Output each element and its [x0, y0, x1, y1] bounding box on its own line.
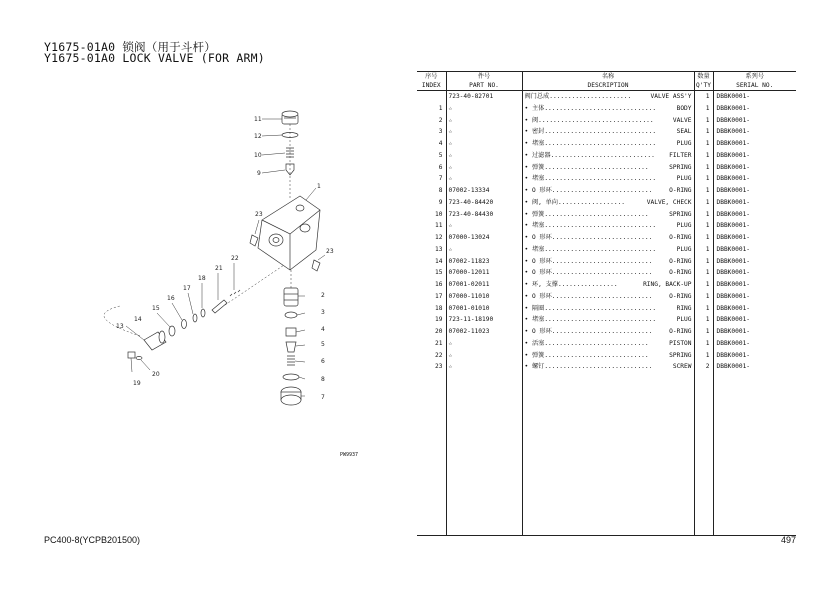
row-part-number: 723-40-84420 — [446, 197, 522, 209]
row-description — [522, 244, 694, 256]
row-part-number: 07001-02011 — [446, 279, 522, 291]
callout-1: 1 — [317, 183, 321, 190]
table-row — [417, 126, 796, 138]
row-description-en: SPRING — [669, 210, 692, 218]
row-description-en: SPRING — [669, 351, 692, 359]
row-description-cn: • 环, 支撑................ — [524, 281, 618, 288]
table-row — [417, 279, 796, 291]
row-description — [522, 162, 694, 174]
header-index-cn: 序号 — [417, 72, 446, 82]
row-description-en: FILTER — [669, 151, 692, 159]
row-part-number: 07002-13334 — [446, 185, 522, 197]
row-part-number: ☆ — [446, 350, 522, 362]
part-22-spring — [230, 290, 240, 296]
callout-12: 12 — [254, 133, 262, 140]
table-filler-row — [417, 373, 796, 536]
row-index: 2 — [417, 115, 446, 127]
parts-table-body — [417, 91, 796, 536]
row-description-en: PLUG — [676, 316, 692, 324]
row-part-number: 07002-11023 — [446, 326, 522, 338]
callout-18: 18 — [198, 275, 206, 282]
row-part-number: ☆ — [446, 138, 522, 150]
callout-23-left: 23 — [255, 211, 263, 218]
header-qty-cn: 数量 — [694, 72, 713, 82]
row-part-number: ☆ — [446, 103, 522, 115]
row-index: 22 — [417, 350, 446, 362]
row-quantity: 1 — [694, 303, 713, 315]
exploded-parts-diagram — [100, 100, 370, 420]
row-serial: DBBK0001- — [716, 104, 751, 112]
table-row — [417, 350, 796, 362]
callout-4: 4 — [321, 326, 325, 333]
row-serial: DBBK0001- — [716, 210, 751, 218]
row-index: 14 — [417, 256, 446, 268]
part-15-oring — [169, 326, 175, 336]
row-description — [522, 115, 694, 127]
row-index: 15 — [417, 267, 446, 279]
row-serial: DBBK0001- — [716, 339, 751, 347]
row-serial: DBBK0001- — [716, 128, 751, 136]
row-quantity: 1 — [694, 232, 713, 244]
row-index: 5 — [417, 150, 446, 162]
row-description-cn: • 弹簧............................ — [524, 210, 649, 218]
part-20-oring — [136, 357, 142, 360]
row-part-number: 07001-01010 — [446, 303, 522, 315]
row-part-number: ☆ — [446, 173, 522, 185]
row-description-en: O-RING — [669, 257, 692, 265]
model-footer: PC400-8(YCPB201500) — [44, 535, 141, 545]
table-row — [417, 185, 796, 197]
table-row — [417, 244, 796, 256]
row-index: 18 — [417, 303, 446, 315]
row-part-number: 07000-11010 — [446, 291, 522, 303]
row-description-en: PLUG — [676, 245, 692, 253]
row-serial: DBBK0001- — [716, 175, 751, 183]
row-description — [522, 173, 694, 185]
row-description — [522, 126, 694, 138]
row-description — [522, 209, 694, 221]
row-description-en: O-RING — [669, 292, 692, 300]
part-6-spring — [287, 356, 295, 365]
row-description — [522, 303, 694, 315]
row-serial: DBBK0001- — [716, 257, 751, 265]
row-description-en: PLUG — [676, 222, 692, 230]
callout-20: 20 — [152, 371, 160, 378]
row-serial: DBBK0001- — [716, 116, 751, 124]
part-23-screw-left — [250, 235, 258, 246]
row-part-number: 723-11-18190 — [446, 314, 522, 326]
header-index-en: INDEX — [417, 82, 446, 91]
header-part-en: PART NO. — [446, 82, 522, 91]
row-description — [522, 220, 694, 232]
row-index: 4 — [417, 138, 446, 150]
row-description-cn: • 过滤器............................ — [524, 151, 655, 159]
row-part-number: ☆ — [446, 361, 522, 373]
row-serial: DBBK0001- — [716, 163, 751, 171]
row-serial: DBBK0001- — [716, 363, 751, 371]
callout-21: 21 — [215, 265, 223, 272]
part-18-ring — [201, 309, 205, 317]
row-index: 23 — [417, 361, 446, 373]
table-row — [417, 150, 796, 162]
row-description-en: O-RING — [669, 234, 692, 241]
table-row — [417, 338, 796, 350]
part-19-plug — [128, 352, 135, 358]
row-quantity: 1 — [694, 326, 713, 338]
row-index: 11 — [417, 220, 446, 232]
row-description-en: PLUG — [676, 140, 692, 147]
row-part-number: 07002-11823 — [446, 256, 522, 268]
row-description-cn: • 弹簧............................ — [524, 351, 649, 359]
callout-3: 3 — [321, 309, 325, 316]
row-quantity: 1 — [694, 91, 713, 103]
callout-19: 19 — [133, 380, 141, 387]
callout-17: 17 — [183, 285, 191, 292]
row-part-number: 723-40-82701 — [446, 91, 522, 103]
row-index: 9 — [417, 197, 446, 209]
part-11-plug — [282, 111, 298, 124]
callout-14: 14 — [134, 316, 142, 323]
row-quantity: 1 — [694, 138, 713, 150]
row-serial: DBBK0001- — [716, 187, 751, 194]
row-part-number: ☆ — [446, 150, 522, 162]
row-description — [522, 185, 694, 197]
row-description-en: O-RING — [669, 328, 692, 335]
row-description-en: O-RING — [669, 269, 692, 277]
row-description-cn: • O 形环........................... — [524, 257, 653, 265]
table-row — [417, 209, 796, 221]
row-index: 10 — [417, 209, 446, 221]
row-quantity: 1 — [694, 185, 713, 197]
row-index: 19 — [417, 314, 446, 326]
parts-table — [417, 71, 796, 536]
row-description-en: PISTON — [669, 339, 692, 347]
row-part-number: ☆ — [446, 220, 522, 232]
row-description-cn: • O 形环........................... — [524, 234, 653, 241]
row-description-cn: • 隔圈.............................. — [524, 304, 657, 312]
row-description-cn: • 堵塞.............................. — [524, 245, 657, 253]
row-serial: DBBK0001- — [716, 222, 751, 230]
row-description — [522, 361, 694, 373]
row-quantity: 1 — [694, 350, 713, 362]
table-row — [417, 91, 796, 103]
row-description-cn: • O 形环........................... — [524, 292, 653, 300]
part-2-valve — [284, 288, 298, 306]
row-index: 16 — [417, 279, 446, 291]
header-qty-en: Q'TY — [694, 82, 713, 91]
table-row — [417, 115, 796, 127]
row-description — [522, 91, 694, 103]
row-part-number: 07000-12011 — [446, 267, 522, 279]
page-title-en: Y1675-01A0 LOCK VALVE (FOR ARM) — [44, 51, 265, 65]
row-quantity: 2 — [694, 361, 713, 373]
part-3-seal — [285, 312, 297, 318]
part-7-plug — [281, 387, 301, 405]
row-quantity: 1 — [694, 314, 713, 326]
row-index: 6 — [417, 162, 446, 174]
row-part-number: 723-40-84430 — [446, 209, 522, 221]
row-serial: DBBK0001- — [716, 234, 751, 241]
row-quantity: 1 — [694, 115, 713, 127]
row-part-number: ☆ — [446, 338, 522, 350]
table-header-en — [417, 82, 796, 91]
row-description — [522, 256, 694, 268]
row-serial: DBBK0001- — [716, 304, 751, 312]
callout-5: 5 — [321, 341, 325, 348]
row-description-en: O-RING — [669, 187, 692, 194]
callout-2: 2 — [321, 292, 325, 299]
part-17-oring — [193, 314, 197, 322]
row-quantity: 1 — [694, 291, 713, 303]
callout-22: 22 — [231, 255, 239, 262]
table-row — [417, 256, 796, 268]
part-1-body — [258, 196, 320, 270]
row-index: 13 — [417, 244, 446, 256]
row-description-en: SEAL — [676, 128, 692, 136]
table-row — [417, 232, 796, 244]
table-row — [417, 361, 796, 373]
row-description-cn: • 密封.............................. — [524, 128, 657, 136]
page-title-cn: Y1675-01A0 锁阀（用于斗杆） — [44, 40, 216, 54]
row-quantity: 1 — [694, 338, 713, 350]
row-description — [522, 232, 694, 244]
row-description-cn: 阀门总成...................... — [524, 93, 632, 100]
row-description — [522, 314, 694, 326]
row-index: 7 — [417, 173, 446, 185]
row-description-en: BODY — [676, 104, 692, 112]
row-index: 20 — [417, 326, 446, 338]
row-serial: DBBK0001- — [716, 198, 751, 206]
row-description-cn: • 弹簧............................ — [524, 163, 649, 171]
row-description-en: SPRING — [669, 163, 692, 171]
table-row — [417, 138, 796, 150]
row-part-number: ☆ — [446, 162, 522, 174]
table-row — [417, 314, 796, 326]
row-index: 17 — [417, 291, 446, 303]
row-description-cn: • 堵塞.............................. — [524, 175, 657, 183]
row-description-cn: • 螺钉............................. — [524, 363, 653, 371]
row-description — [522, 197, 694, 209]
row-description-cn: • 主体.............................. — [524, 104, 657, 112]
row-part-number: 07000-13024 — [446, 232, 522, 244]
table-row — [417, 162, 796, 174]
row-description-en: RING, BACK-UP — [643, 281, 692, 288]
row-description-en: RING — [676, 304, 692, 312]
row-quantity: 1 — [694, 103, 713, 115]
row-description-cn: • 活塞............................ — [524, 339, 649, 347]
row-serial: DBBK0001- — [716, 269, 751, 277]
row-quantity: 1 — [694, 197, 713, 209]
row-index — [417, 91, 446, 103]
row-index: 8 — [417, 185, 446, 197]
row-serial: DBBK0001- — [716, 292, 751, 300]
row-description-cn: • O 形环........................... — [524, 187, 653, 194]
table-row — [417, 103, 796, 115]
row-description-cn: • O 形环........................... — [524, 328, 653, 335]
row-part-number: ☆ — [446, 244, 522, 256]
row-index: 12 — [417, 232, 446, 244]
row-description — [522, 326, 694, 338]
callout-7: 7 — [321, 394, 325, 401]
row-description-cn: • 堵塞.............................. — [524, 140, 657, 147]
row-description — [522, 138, 694, 150]
row-description — [522, 150, 694, 162]
header-serial-en: SERIAL NO. — [713, 82, 796, 91]
table-header-cn — [417, 72, 796, 82]
row-serial: DBBK0001- — [716, 281, 751, 288]
callout-15: 15 — [152, 305, 160, 312]
part-13-plug — [144, 331, 166, 350]
page-number: 497 — [780, 535, 796, 545]
row-serial: DBBK0001- — [716, 351, 751, 359]
row-quantity: 1 — [694, 126, 713, 138]
row-serial: DBBK0001- — [716, 140, 751, 147]
callout-6: 6 — [321, 358, 325, 365]
row-index: 21 — [417, 338, 446, 350]
part-16-backup-ring — [182, 320, 187, 329]
row-index: 3 — [417, 126, 446, 138]
callout-13: 13 — [116, 323, 124, 330]
part-5-filter — [286, 342, 296, 352]
row-serial: DBBK0001- — [716, 328, 751, 335]
row-quantity: 1 — [694, 267, 713, 279]
callout-16: 16 — [167, 295, 175, 302]
callout-10: 10 — [254, 152, 262, 159]
row-description — [522, 279, 694, 291]
row-index: 1 — [417, 103, 446, 115]
row-serial: DBBK0001- — [716, 316, 751, 324]
row-description-cn: • 堵塞.............................. — [524, 316, 657, 324]
row-description-en: VALVE, CHECK — [646, 198, 692, 206]
row-quantity: 1 — [694, 220, 713, 232]
part-4-plug — [286, 328, 296, 336]
row-quantity: 1 — [694, 150, 713, 162]
row-description-en: PLUG — [676, 175, 692, 183]
row-serial: DBBK0001- — [716, 93, 751, 100]
row-description — [522, 267, 694, 279]
callout-23-right: 23 — [326, 248, 334, 255]
table-row — [417, 267, 796, 279]
figure-code: PW9937 — [340, 452, 359, 458]
row-quantity: 1 — [694, 256, 713, 268]
row-part-number: ☆ — [446, 115, 522, 127]
header-part-cn: 件号 — [446, 72, 522, 82]
row-description-en: VALVE ASS'Y — [650, 93, 692, 100]
row-description-cn: • O 形环........................... — [524, 269, 653, 277]
row-quantity: 1 — [694, 173, 713, 185]
table-row — [417, 220, 796, 232]
table-row — [417, 303, 796, 315]
row-description-cn: • 阀, 单向.................. — [524, 198, 626, 206]
row-description-en: VALVE — [672, 116, 692, 124]
row-part-number: ☆ — [446, 126, 522, 138]
header-desc-en: DESCRIPTION — [522, 82, 694, 91]
header-desc-cn: 名称 — [522, 72, 694, 82]
table-row — [417, 326, 796, 338]
row-serial: DBBK0001- — [716, 151, 751, 159]
callout-8: 8 — [321, 376, 325, 383]
row-description-cn: • 堵塞.............................. — [524, 222, 657, 230]
part-23-screw-right — [312, 260, 320, 271]
table-row — [417, 291, 796, 303]
callout-11: 11 — [254, 116, 262, 123]
row-serial: DBBK0001- — [716, 245, 751, 253]
callout-9: 9 — [257, 170, 261, 177]
row-description — [522, 350, 694, 362]
row-description-cn: • 阀............................... — [524, 116, 654, 124]
header-serial-cn: 系列号 — [713, 72, 796, 82]
row-description — [522, 338, 694, 350]
row-description — [522, 291, 694, 303]
row-description-en: SCREW — [672, 363, 692, 371]
part-21-piston — [212, 300, 227, 313]
row-description — [522, 103, 694, 115]
row-quantity: 1 — [694, 162, 713, 174]
part-8-oring — [283, 374, 299, 380]
row-quantity: 1 — [694, 279, 713, 291]
row-quantity: 1 — [694, 244, 713, 256]
table-row — [417, 173, 796, 185]
table-row — [417, 197, 796, 209]
row-quantity: 1 — [694, 209, 713, 221]
